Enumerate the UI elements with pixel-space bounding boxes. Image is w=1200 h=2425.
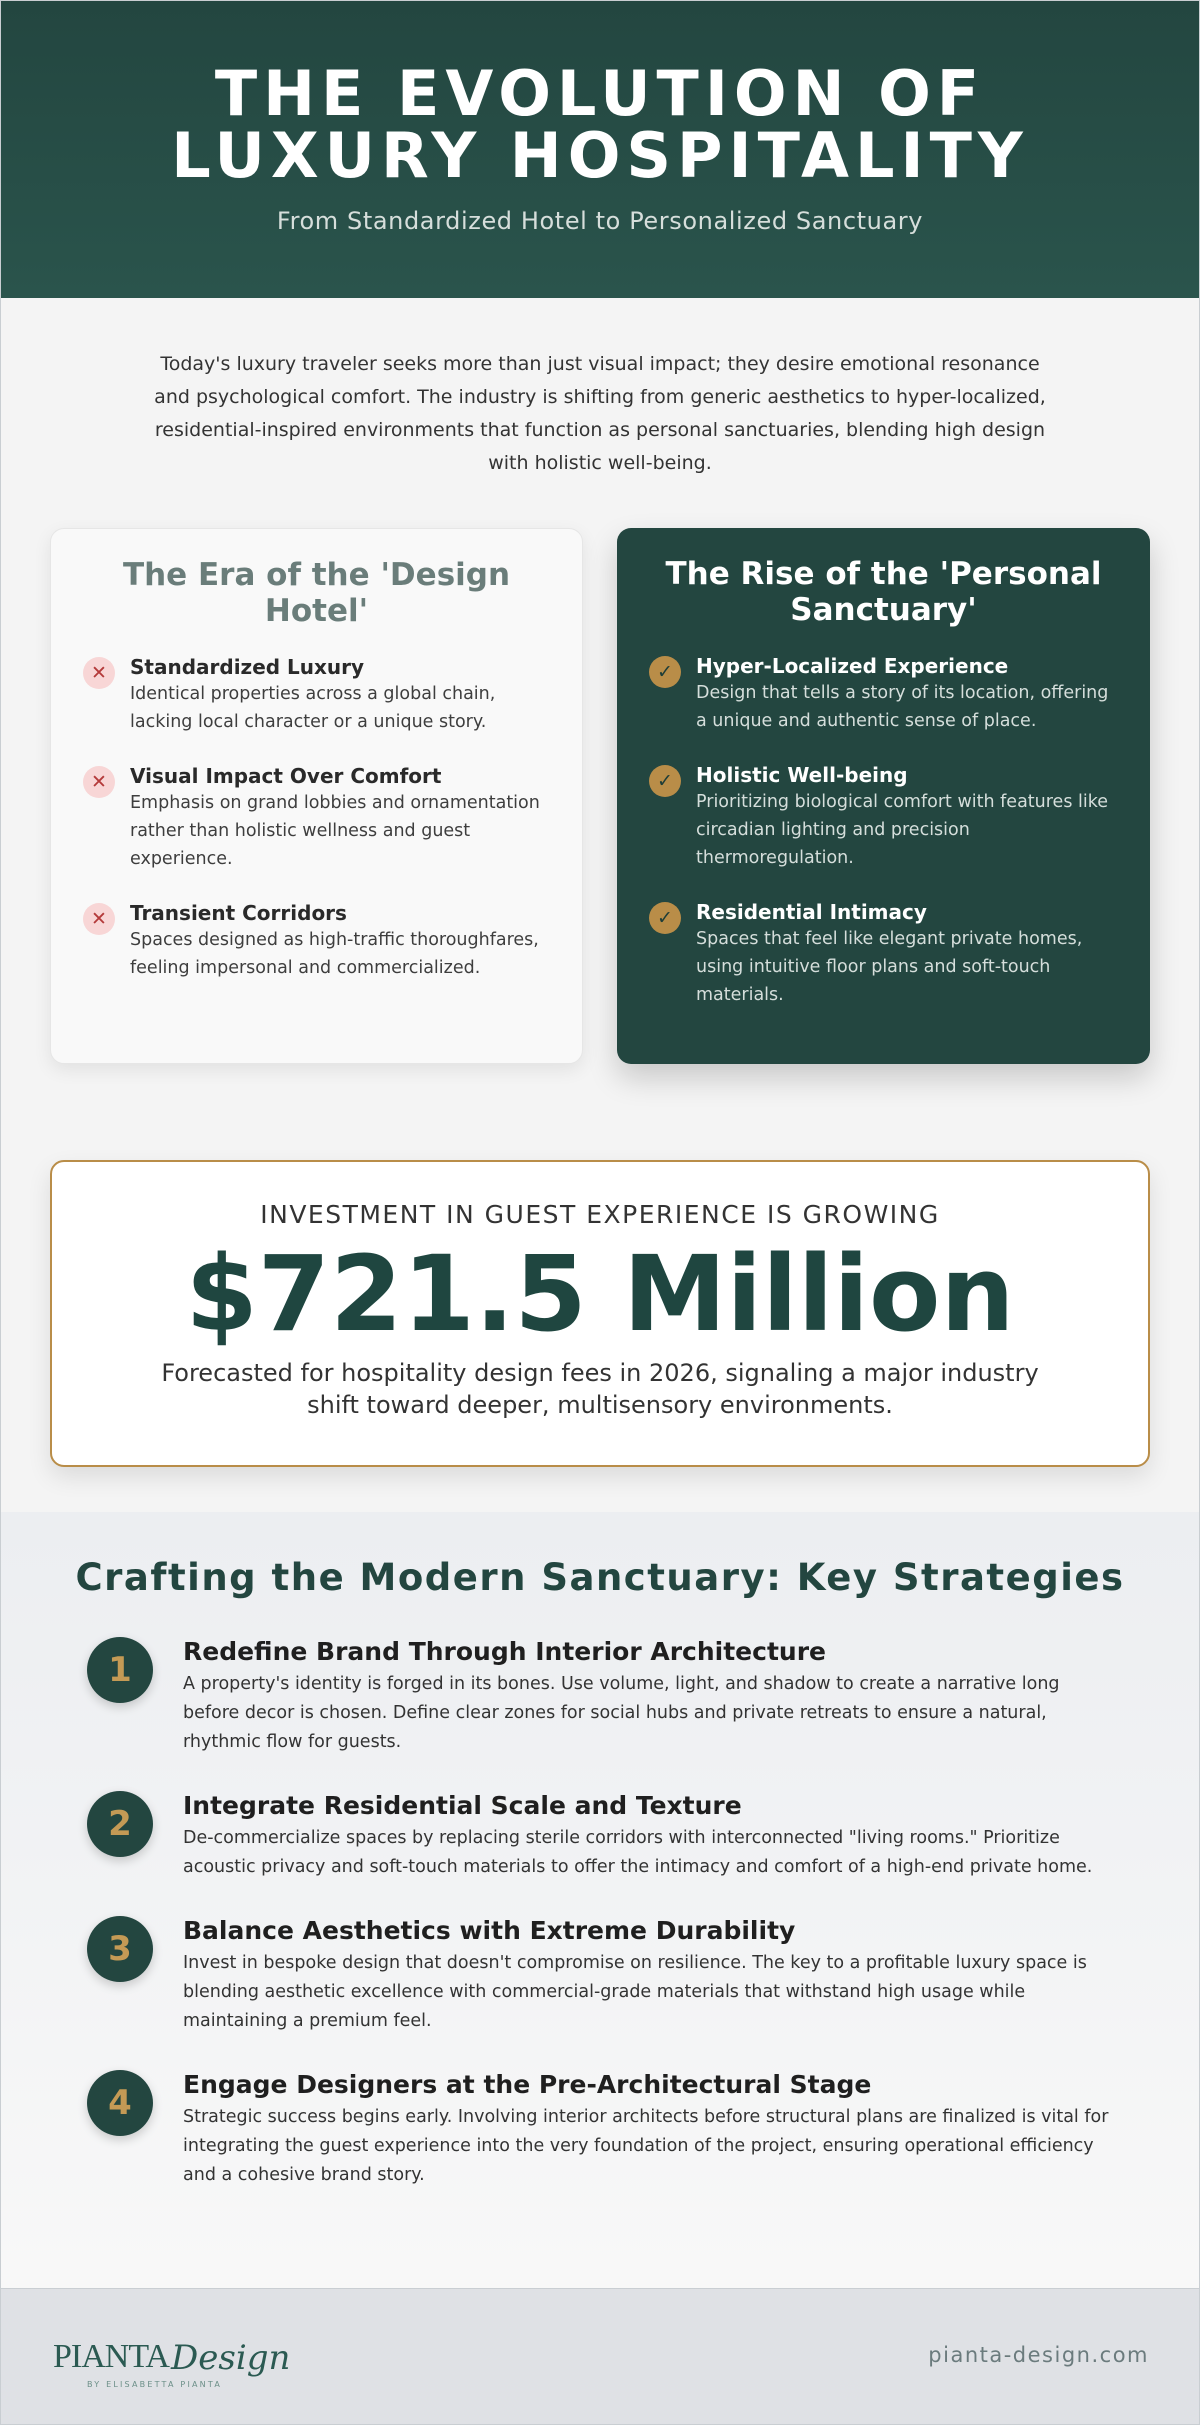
strategy-step [87,1791,1117,1882]
title-line-1: THE EVOLUTION OF [214,57,986,130]
logo-wordmark: PIANTA [53,2338,169,2375]
old-era-item-desc: Emphasis on grand lobbies and ornamentation rather than holistic wellness and guest experience. [130,793,540,869]
investment-callout [50,1160,1150,1467]
x-icon: ✕ [83,903,115,935]
new-era-item [649,654,1118,735]
old-era-title: The Era of the 'Design Hotel' [122,557,511,629]
step-desc: De-commercialize spaces by replacing sterile corridors with interconnected "living rooms." Prioritize acoustic privacy and soft-touch materials to offer the intimacy and comfort of a high-end private home. [183,1828,1093,1877]
old-era-card [50,528,583,1064]
old-era-item-title: Standardized Luxury [130,655,365,679]
step-number-badge: 3 [87,1916,153,1982]
new-era-item-title: Hyper-Localized Experience [696,654,1009,678]
brand-logo[interactable] [53,2331,293,2391]
investment-figure: $721.5 Million [185,1233,1015,1355]
hero-header [1,1,1199,298]
new-era-item-desc: Design that tells a story of its location, offering a unique and authentic sense of place. [696,683,1109,731]
logo-script: Design [171,2338,291,2378]
strategy-step [87,1916,1117,2036]
comparison-section [50,528,1150,1064]
new-era-item [649,900,1118,1009]
investment-eyebrow: INVESTMENT IN GUEST EXPERIENCE IS GROWING [260,1200,940,1229]
strategies-section [1,1512,1199,2288]
new-era-item-title: Holistic Well-being [696,763,908,787]
page-title [1,57,1199,192]
new-era-item-desc: Spaces that feel like elegant private homes, using intuitive floor plans and soft-touch materials. [696,929,1083,1005]
website-link[interactable]: pianta-design.com [928,2343,1149,2367]
old-era-item [83,655,550,736]
step-desc: A property's identity is forged in its bones. Use volume, light, and shadow to create a narrative long before decor is chosen. Define clear zones for social hubs and private retreats to ensure a natural, rhythmic flow for guests. [183,1674,1060,1752]
page-subtitle: From Standardized Hotel to Personalized Sanctuary [276,207,924,235]
new-era-card [617,528,1150,1064]
new-era-title: The Rise of the 'Personal Sanctuary' [665,556,1102,628]
investment-note: Forecasted for hospitality design fees in 2026, signaling a major industry shift toward deeper, multisensory environments. [161,1359,1039,1419]
title-line-2: LUXURY HOSPITALITY [171,119,1029,192]
check-icon: ✓ [649,902,681,934]
step-title: Redefine Brand Through Interior Architecture [183,1637,826,1666]
logo-tagline: BY ELISABETTA PIANTA [87,2380,222,2389]
strategies-title: Crafting the Modern Sanctuary: Key Strategies [75,1556,1125,1599]
new-era-item [649,763,1118,872]
check-icon: ✓ [649,765,681,797]
x-icon: ✕ [83,766,115,798]
step-number-badge: 1 [87,1637,153,1703]
step-number-badge: 2 [87,1791,153,1857]
page-footer [1,2288,1199,2424]
step-desc: Invest in bespoke design that doesn't compromise on resilience. The key to a profitable luxury space is blending aesthetic excellence with commercial-grade materials that withstand high usage while maintaining a premium feel. [183,1953,1087,2031]
old-era-item-desc: Identical properties across a global chain, lacking local character or a unique story. [130,684,496,732]
check-icon: ✓ [649,656,681,688]
old-era-item-title: Transient Corridors [130,901,347,925]
strategy-step [87,2070,1117,2190]
old-era-item-desc: Spaces designed as high-traffic thoroughfares, feeling impersonal and commercialized. [130,930,539,978]
intro-paragraph: Today's luxury traveler seeks more than just visual impact; they desire emotional resonance and psychological comfort. The industry is shifting from generic aesthetics to hyper-localized, residential-inspired environments that function as personal sanctuaries, blending high design with holistic well-being. [154,353,1046,474]
new-era-item-desc: Prioritizing biological comfort with features like circadian lighting and precision thermoregulation. [696,792,1109,868]
new-era-item-title: Residential Intimacy [696,900,927,924]
step-title: Balance Aesthetics with Extreme Durability [183,1916,796,1945]
step-desc: Strategic success begins early. Involving interior architects before structural plans are finalized is vital for integrating the guest experience into the very foundation of the project, ensuring operational efficiency and a cohesive brand story. [183,2107,1109,2185]
old-era-item [83,764,550,873]
step-title: Engage Designers at the Pre-Architectural Stage [183,2070,872,2099]
old-era-item-title: Visual Impact Over Comfort [130,764,442,788]
step-title: Integrate Residential Scale and Texture [183,1791,742,1820]
old-era-item [83,901,550,982]
step-number-badge: 4 [87,2070,153,2136]
strategy-step [87,1637,1117,1757]
x-icon: ✕ [83,657,115,689]
